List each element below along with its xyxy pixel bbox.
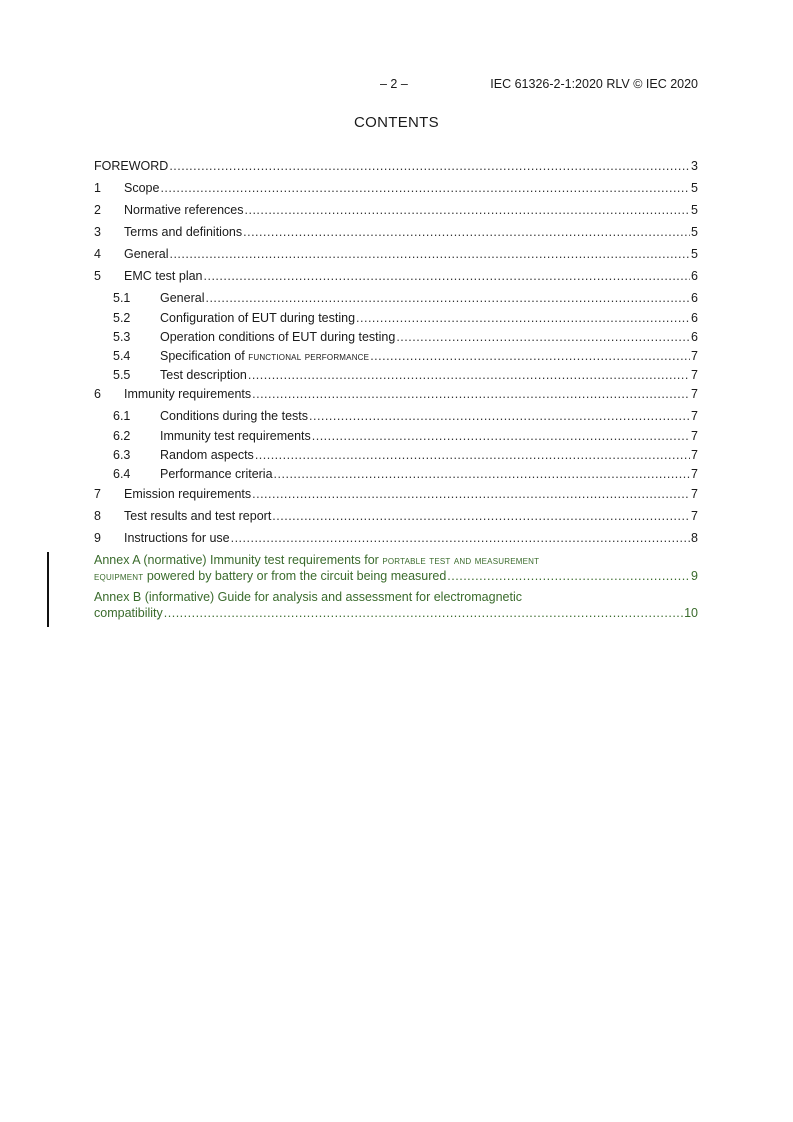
- toc-entry-6-3-random-aspects[interactable]: [94, 446, 698, 464]
- toc-label: compatibility: [94, 606, 163, 620]
- toc-label: Terms and definitions: [124, 225, 243, 239]
- toc-leader: [312, 427, 690, 445]
- toc-number: 6.2: [113, 429, 131, 443]
- toc-number: 5.4: [113, 349, 131, 363]
- toc-number: 7: [94, 487, 101, 501]
- toc-page: 10: [684, 606, 698, 620]
- toc-label: [160, 347, 370, 366]
- toc-label: Random aspects: [160, 448, 254, 462]
- page-title: CONTENTS: [354, 114, 439, 131]
- toc-entry-emc-test-plan[interactable]: [94, 267, 698, 285]
- toc-page: 5: [691, 225, 698, 239]
- toc-entry-5-4-specification[interactable]: [94, 347, 698, 365]
- toc-leader: [255, 446, 690, 464]
- toc-page: 7: [691, 487, 698, 501]
- toc-number: 6.4: [113, 467, 131, 481]
- toc-leader: [169, 245, 690, 263]
- toc-leader: [274, 465, 691, 483]
- toc-label: Immunity test requirements: [160, 429, 311, 443]
- toc-entry-annex-a[interactable]: [94, 552, 698, 584]
- toc-leader: [160, 179, 690, 197]
- toc-page: 7: [691, 448, 698, 462]
- toc-page: 6: [691, 311, 698, 325]
- toc-leader: [243, 223, 690, 241]
- page-header: [0, 76, 698, 92]
- toc-label-text: Specification of: [160, 349, 249, 363]
- toc-label: Emission requirements: [124, 487, 252, 501]
- toc-number: 1: [94, 181, 101, 195]
- toc-number: 6.3: [113, 448, 131, 462]
- toc-page: 6: [691, 330, 698, 344]
- toc-label: General: [124, 247, 169, 261]
- annex-b-line1: Annex B (informative) Guide for analysis and assessment for electromagnetic: [94, 590, 522, 604]
- toc-label: Normative references: [124, 203, 244, 217]
- toc-page: 7: [691, 349, 698, 363]
- toc-page: 5: [691, 247, 698, 261]
- toc-label: Test results and test report: [124, 509, 272, 523]
- toc-number: 6: [94, 387, 101, 401]
- toc-entry-5-5-test-description[interactable]: [94, 366, 698, 384]
- annex-a-rest: powered by battery or from the circuit being measured: [143, 569, 447, 583]
- toc-entry-6-1-conditions[interactable]: [94, 407, 698, 425]
- toc-entry-6-4-performance-criteria[interactable]: [94, 465, 698, 483]
- annex-a-line2: [94, 568, 698, 584]
- toc-entry-scope[interactable]: [94, 179, 698, 197]
- toc-page: 9: [691, 569, 698, 583]
- toc-label-smallcaps: functional performance: [248, 351, 370, 363]
- toc-leader: [272, 507, 690, 525]
- toc-leader: [164, 605, 683, 621]
- toc-page: 6: [691, 269, 698, 283]
- toc-number: 5.5: [113, 368, 131, 382]
- toc-leader: [447, 568, 690, 584]
- toc-label: Scope: [124, 181, 160, 195]
- annex-a-smallcaps-1: portable test and measurement: [382, 555, 540, 567]
- toc-label: Test description: [160, 368, 247, 382]
- toc-page: 3: [691, 159, 698, 173]
- toc-entry-5-2-configuration[interactable]: [94, 309, 698, 327]
- toc-number: 5: [94, 269, 101, 283]
- toc-label: Conditions during the tests: [160, 409, 309, 423]
- toc-number: 5.1: [113, 291, 131, 305]
- toc-page: 7: [691, 467, 698, 481]
- change-bar: [47, 552, 49, 627]
- toc-leader: [252, 385, 690, 403]
- toc-page: 5: [691, 181, 698, 195]
- toc-page: 7: [691, 429, 698, 443]
- toc-page: 5: [691, 203, 698, 217]
- page-number: – 2 –: [380, 77, 408, 91]
- toc-entry-normative-references[interactable]: [94, 201, 698, 219]
- toc-entry-terms-and-definitions[interactable]: [94, 223, 698, 241]
- toc-page: 7: [691, 409, 698, 423]
- toc-leader: [169, 157, 690, 175]
- annex-a-smallcaps-2: equipment: [94, 571, 144, 583]
- toc-entry-5-1-general[interactable]: [94, 289, 698, 307]
- toc-number: 6.1: [113, 409, 131, 423]
- toc-leader: [252, 485, 690, 503]
- toc-page: 7: [691, 509, 698, 523]
- toc-entry-general[interactable]: [94, 245, 698, 263]
- toc-entry-instructions-for-use[interactable]: [94, 529, 698, 547]
- toc-leader: [245, 201, 691, 219]
- toc-page: 7: [691, 387, 698, 401]
- toc-entry-annex-b[interactable]: [94, 589, 698, 621]
- toc-label: Instructions for use: [124, 531, 230, 545]
- toc-leader: [205, 289, 690, 307]
- toc-label: FOREWORD: [94, 159, 169, 173]
- toc-entry-foreword[interactable]: [94, 157, 698, 175]
- toc-entry-emission-requirements[interactable]: [94, 485, 698, 503]
- annex-a-prefix: Annex A (normative) Immunity test requirements for: [94, 553, 383, 567]
- toc-entry-immunity-requirements[interactable]: [94, 385, 698, 403]
- toc-label: Operation conditions of EUT during testing: [160, 330, 396, 344]
- toc-leader: [248, 366, 690, 384]
- toc-leader: [356, 309, 690, 327]
- toc-page: 7: [691, 368, 698, 382]
- document-id: IEC 61326-2-1:2020 RLV © IEC 2020: [490, 77, 698, 91]
- toc-entry-6-2-immunity-test-requirements[interactable]: [94, 427, 698, 445]
- toc-leader: [204, 267, 691, 285]
- toc-leader: [231, 529, 690, 547]
- annex-b-line2: [94, 605, 698, 621]
- toc-leader: [370, 347, 690, 365]
- toc-label: [94, 568, 447, 585]
- toc-label: Performance criteria: [160, 467, 273, 481]
- toc-page: 8: [691, 531, 698, 545]
- toc-label: Configuration of EUT during testing: [160, 311, 356, 325]
- toc-number: 5.2: [113, 311, 131, 325]
- toc-leader: [309, 407, 690, 425]
- toc-number: 5.3: [113, 330, 131, 344]
- toc-number: 2: [94, 203, 101, 217]
- toc-number: 4: [94, 247, 101, 261]
- toc-number: 3: [94, 225, 101, 239]
- toc-number: 8: [94, 509, 101, 523]
- toc-label: Immunity requirements: [124, 387, 252, 401]
- toc-label: General: [160, 291, 205, 305]
- toc-leader: [396, 328, 690, 346]
- toc-entry-test-results[interactable]: [94, 507, 698, 525]
- toc-entry-5-3-operation-conditions[interactable]: [94, 328, 698, 346]
- toc-number: 9: [94, 531, 101, 545]
- toc-page: 6: [691, 291, 698, 305]
- annex-a-line1: [94, 552, 698, 568]
- toc-label: EMC test plan: [124, 269, 203, 283]
